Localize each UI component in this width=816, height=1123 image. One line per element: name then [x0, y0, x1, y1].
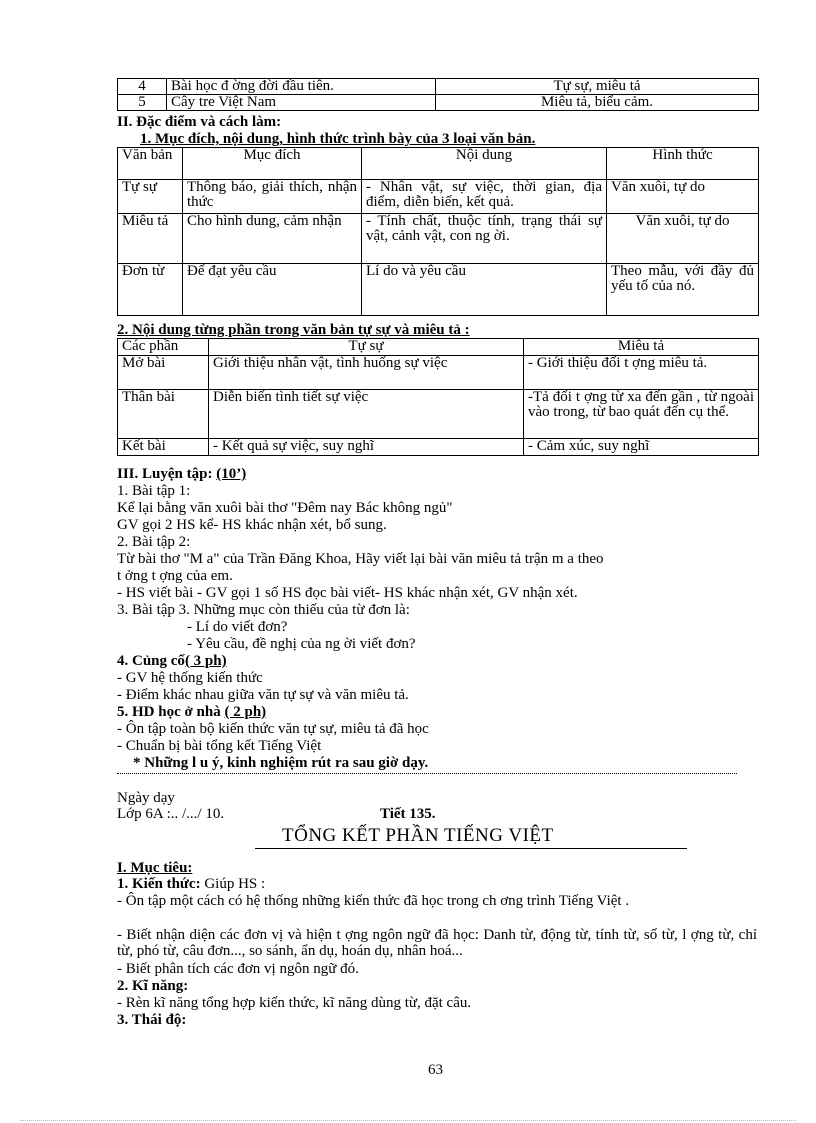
- table-cell: - Nhân vật, sự việc, thời gian, địa điểm, diễn biến, kết quả.: [362, 180, 607, 214]
- knowledge-line: - Biết nhận diện các đơn vị và hiện t ợng ngôn ngữ đã học: Danh từ, động từ, tính từ, số từ, l ợng từ, chỉ từ, phó từ, câu đơn..., so sánh, ẩn dụ, hoán dụ, nhân hoá...: [117, 927, 757, 959]
- lesson-title: TỔNG KẾT PHẦN TIẾNG VIỆT: [282, 825, 554, 846]
- consolidation-heading-text: 4. Củng cố: [117, 653, 185, 669]
- lesson-number: Tiết 135.: [380, 806, 436, 822]
- top-row-num: 5: [118, 95, 167, 111]
- table-cell: Để đạt yêu cầu: [183, 264, 362, 316]
- table-cell: Tự sự: [118, 180, 183, 214]
- table-cell: Lí do và yêu cầu: [362, 264, 607, 316]
- date-label: Ngày dạy: [117, 790, 175, 806]
- header-cell: Văn bản: [118, 148, 183, 180]
- class-label: Lớp 6A :.. /.../ 10.: [117, 806, 225, 822]
- consolidation-line: - GV hệ thống kiến thức: [117, 670, 263, 686]
- table-cell: Theo mẫu, với đầy đủ yếu tố của nó.: [607, 264, 759, 316]
- top-row-type: Tự sự, miêu tả: [436, 79, 759, 95]
- table-cell: - Giới thiệu đối t ợng miêu tả.: [524, 356, 759, 390]
- practice-line: 1. Bài tập 1:: [117, 483, 191, 499]
- title-underline: [255, 848, 687, 849]
- practice-indent-line: - Yêu cầu, đề nghị của ng ời viết đơn?: [187, 636, 416, 652]
- practice-line: - HS viết bài - GV gọi 1 số HS đọc bài viết- HS khác nhận xét, GV nhận xét.: [117, 585, 578, 601]
- objectives-heading: I. Mục tiêu:: [117, 860, 193, 876]
- homework-time: ( 2 ph): [224, 704, 267, 720]
- header-cell: Tự sự: [209, 339, 524, 356]
- knowledge-line: - Ôn tập một cách có hệ thống những kiến thức đã học trong ch ơng trình Tiếng Việt .: [117, 893, 630, 909]
- practice-heading-text: III. Luyện tập:: [117, 466, 213, 482]
- table-cell: Văn xuôi, tự do: [607, 214, 759, 264]
- page-number: 63: [428, 1062, 443, 1078]
- homework-line: - Ôn tập toàn bộ kiến thức văn tự sự, miêu tả đã học: [117, 721, 429, 737]
- table-cell: - Cảm xúc, suy nghĩ: [524, 439, 759, 456]
- knowledge-heading: [117, 876, 265, 892]
- section-heading-2: II. Đặc điểm và cách làm:: [117, 114, 282, 130]
- skills-line: - Rèn kĩ năng tổng hợp kiến thức, kĩ năng dùng từ, đặt câu.: [117, 995, 472, 1011]
- practice-time: (10’): [216, 466, 247, 482]
- homework-heading-text: 5. HD học ở nhà: [117, 704, 221, 720]
- table-cell: Cho hình dung, cảm nhận: [183, 214, 362, 264]
- homework-heading: [117, 704, 266, 720]
- practice-line: Từ bài thơ "M a" của Trần Đăng Khoa, Hãy viết lại bài văn miêu tả trận m a theo: [117, 551, 604, 567]
- practice-line: t ởng t ợng của em.: [117, 568, 233, 584]
- skills-label: 2. Kĩ năng:: [117, 978, 189, 994]
- page-bottom-edge: [20, 1120, 796, 1121]
- consolidation-heading: [117, 653, 227, 669]
- consolidation-line: - Điểm khác nhau giữa văn tự sự và văn miêu tả.: [117, 687, 409, 703]
- parts-table: [117, 338, 759, 456]
- table-cell: - Kết quả sự việc, suy nghĩ: [209, 439, 524, 456]
- subheading-2: 2. Nội dung từng phần trong văn bản tự sự và miêu tả :: [117, 322, 470, 338]
- table-cell: Diễn biến tình tiết sự việc: [209, 390, 524, 439]
- table-cell: Miêu tả: [118, 214, 183, 264]
- top-row-title: Bài học đ ờng đời đầu tiên.: [167, 79, 436, 95]
- header-cell: Hình thức: [607, 148, 759, 180]
- practice-indent-line: - Lí do viết đơn?: [187, 619, 288, 635]
- top-table: [117, 78, 759, 111]
- attitude-label: 3. Thái độ:: [117, 1012, 187, 1028]
- table-cell: Thông báo, giải thích, nhận thức: [183, 180, 362, 214]
- practice-heading: [117, 466, 246, 482]
- practice-line: Kể lại bằng văn xuôi bài thơ "Đêm nay Bác không ngủ": [117, 500, 453, 516]
- knowledge-label: 1. Kiến thức:: [117, 876, 201, 892]
- top-row-num: 4: [118, 79, 167, 95]
- table-cell: Văn xuôi, tự do: [607, 180, 759, 214]
- dotted-divider: [117, 773, 737, 774]
- consolidation-time: ( 3 ph): [184, 653, 227, 669]
- knowledge-line: - Biết phân tích các đơn vị ngôn ngữ đó.: [117, 961, 359, 977]
- table-cell: Giới thiệu nhân vật, tình huống sự việc: [209, 356, 524, 390]
- practice-line: GV gọi 2 HS kể- HS khác nhận xét, bổ sung.: [117, 517, 387, 533]
- homework-note: * Những l u ý, kinh nghiệm rút ra sau giờ dạy.: [133, 755, 429, 771]
- purpose-table: [117, 147, 759, 316]
- table-cell: - Tính chất, thuộc tính, trạng thái sự vật, cảnh vật, con ng ời.: [362, 214, 607, 264]
- subheading-1: 1. Mục đích, nội dung, hình thức trình bày của 3 loại văn bản.: [140, 131, 536, 147]
- table-cell: -Tả đối t ợng từ xa đến gần , từ ngoài vào trong, từ bao quát đến cụ thể.: [524, 390, 759, 439]
- practice-line: 3. Bài tập 3. Những mục còn thiếu của từ đơn là:: [117, 602, 410, 618]
- table-cell: Thân bài: [118, 390, 209, 439]
- top-row-title: Cây tre Việt Nam: [167, 95, 436, 111]
- table-cell: Đơn từ: [118, 264, 183, 316]
- homework-line: - Chuẩn bị bài tổng kết Tiếng Việt: [117, 738, 322, 754]
- table-cell: Mở bài: [118, 356, 209, 390]
- header-cell: Miêu tả: [524, 339, 759, 356]
- top-row-type: Miêu tả, biểu cảm.: [436, 95, 759, 111]
- header-cell: Các phần: [118, 339, 209, 356]
- header-cell: Mục đích: [183, 148, 362, 180]
- practice-line: 2. Bài tập 2:: [117, 534, 191, 550]
- table-cell: Kết bài: [118, 439, 209, 456]
- knowledge-intro: Giúp HS :: [200, 876, 266, 892]
- header-cell: Nội dung: [362, 148, 607, 180]
